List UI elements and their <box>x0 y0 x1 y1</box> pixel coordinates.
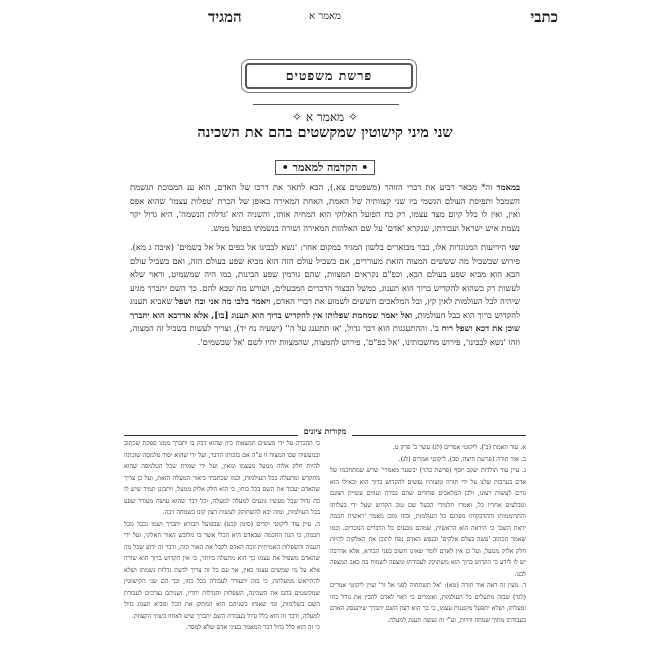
main-paragraph-1 <box>130 181 520 235</box>
parsha-title-box: פרשת משפטים <box>245 63 413 89</box>
footnote: כי זה הוא כלל גדול דבר המאמר בעיני אדם שלא למסר. <box>185 624 320 631</box>
running-head-author: המגיד <box>208 8 242 26</box>
maamar-title: שני מיני קישוטין שמקשטים בהם את השכינה <box>197 124 453 141</box>
hakdama-label: • הקדמה למאמר • <box>275 160 376 175</box>
paragraph-text: ב'. וההתעגגות הוא דבר גדול, 'אז תתענג על ה'' (ישעיה נח יד), וצריך לעשות בשביל זה המצוה, וזהו 'נשא לבבינו', פירוש מחשבותינו, 'אל כפ"ם', פירוש להמצוה, שהמצוות יהיו לשם 'אל שבשמים'. <box>130 323 520 347</box>
paragraph-text: שאביא תענוג להקדוש ברוך הוא בבל העולמות, <box>130 296 520 320</box>
footnote: ב. אור תורה (פרשת חיצה, סב). ליקוטי אמרים (לג). <box>398 455 526 463</box>
title-divider <box>253 104 399 105</box>
sources-heading <box>0 426 650 436</box>
footnote: א. עוד האמת (ב'). ליקוטי אמרים (לג) עשר ב' פרק ט. <box>392 444 526 451</box>
main-text <box>130 181 520 355</box>
maamar-label: ✧ מאמר א ✧ <box>291 110 359 124</box>
bold-phrase: ואל יאמר שמחמת שפלותו אין להקדיש ברוך הוא תענוג [בו], אלא אדרבא הוא יתברך שוכן את דכא ושפל רוח <box>130 309 520 333</box>
opening-word: שני <box>509 242 520 252</box>
running-head-book-title: כתבי <box>530 8 558 26</box>
notes-column-left <box>124 438 320 634</box>
main-paragraph-2 <box>130 241 520 349</box>
running-head <box>0 8 650 28</box>
footnote: ד. מעין זה ראה אור תורה (מא): 'אל תשתחוה לפני אל זר' ועיין ליקוטי אמרים (לגד) שבזה מתעלים כל העולמות, ואומרים כי ראוי לאדם להבין את גודל כחו ומעלתו, ושלא יתפעל מקטנות עצמו, כי כך הוא רצון השם יתברך שיתעסק האדם בעבודתו מתוך שמחה וחיות, וע"י זה נעשה תענוג למעלה. <box>330 582 526 624</box>
footnote: כי ההכרה על ידי מעשים תמצאות כיון שהוא דבק בו יתברך ממנו ספקת שכתוב ובמעשיה שבו המצוה זו ע"ה אם בזכותו הדבר, ועל ידי שהוא יסוד טלמסה שזכתה להיות חלק אלוה ממעל מעצמו ומאין, ועל ידי שמרת שכל הטלמסה שהוא מתקדש ומתעלה בכל העולמות, וכמו שכתבתי ביאור המעלה הזאת, ועל כן צריך שהאדם יעבוד את השם בכל כוחו, כי הוא חלק אלוק ממעל, ויתבונן תמיד שיש לו כח גדול שכל מעשיו נוגעים למעלה למעלה, וכל דבר שהוא עושה מעורר שפע בכל העולמות, ומזה יבא להשתוקק לעשות רצון קונו בשמחה רבה. <box>124 440 320 516</box>
hakdama-heading <box>0 156 650 175</box>
bold-phrase: ויאמר בלבו מה אני ובה ושפל <box>175 296 271 306</box>
opening-word: במאמר <box>496 182 520 192</box>
paragraph-text: הידיעות המנוגדות אלו, כבר מבוארים בלשון המגיד במקום אחר: 'נשא לבבינו אל כפים אל אל בשמים' (איכה ג מא). פירוש שבשביל מה שששים המצוה הזאת מעוררים, אם בשביל עולם הזה הוא מביא שפע בעולם הזה, ואם בשביל עולם הבא הוא מביא שפע בעולם הבא, וכפ"ם נקראים המצוות, שהם גורמין שפע הבינות, כמו היה שמשמיט, וראוי שלא לעשות רק כשהוא להקדיש ברוך הוא תענוג, כמשל הבצור הדברים המבעלים, ושורש מה שבא להם. כך השם יתברך מגיע שיהיה לבל העולמות לאין קץ, ובל המלאכים חששים לשמוע את דברי האדם, <box>130 242 520 306</box>
paragraph-text: זה* מבאר רביע את דברי הזוהר (משפטים צא.), הבא לתאר את דרכו של האדם, הוא ענ המבוכת הגשמת השמבל ותפיסת העולם הגשמי ביו שני קצוותיה של האמת, האחת המאירה באופן של הכרת 'טפלות עצמו' שהוא אפס ואין, ואין לו כלל קיום מצד עצמו, רק כח הפועל האלוקי הוא המחיה אותו, והשניה היא 'גדלות הנשמה', היא גדול יקר נשמת איש ישראל ועבודתו, שנקרא 'אדם' על שם האלהות המאירה ושורה בנשמתו בפועל ממש. <box>130 182 520 233</box>
running-head-section: מאמר א <box>309 11 341 22</box>
notes-column-right <box>330 442 526 626</box>
footnote: ג. עיין עוד תולדות יעקב יוסף (פרשת בהר) יבשער מאמרי' שרש שמתחכמו של אדם בערבות שלנו על ידי תורה ומצותיו נפשים להקדוש ברוך הוא וכאילו הוא גורם לעשות רצונו, ולכן המלאכים פוחדים שהם גבורה ועוזים עשיית רצונם ומבלעים אחריו כל, ואמרו תלמידי הבעל שם טוב הקדוש שעל ידי בעלותו והתרוממותו והתדבקותו מפרנס כל העולמות, ובזה מובן מאמר 'ראשית חכמה יראת השם' כי היראה הוא הראשית, שמהם נובעים כל הדברים הנזכרים. וכמו שאמר הכתוב 'עשה בצלם אלקים' ובנפש האדם נפח לתוכו את האלקות להיות חלק אלוק ממעל, ועל כן אין לאדם לומר שאינו חשוב בפני הבורא, אלא אדרבה יש לו לידע כי הקדוש ברוך הוא משתוקק לעבודתו ומצפה לשמוח בה כאב המצפה לבנו. <box>330 467 526 578</box>
sources-label: מקורות ציונים <box>298 426 353 436</box>
footnote: ה. עיין עוד ליקוטי יקרים (סימן קכט) שבפועל הבורא יתברך ושמו נכבד מכל חכמה, כי הנה החכמה שבאדם היא הכלי אשר בו מלובש האור האלקי, ועל ידי הענוה והשפלות האמיתית זוכה האדם לקבל את האור הזה, ודבר זה ידוע שכל מה שהאדם משפיל את עצמו כך הוא מתעלה ביותר, כי אין הקדוש ברוך הוא שורה אלא על מי שמשים עצמו כאין, אך עם כל זה צריך לדעת גדלות נשמתו ושלא להתייאש ממעלתה, כי בזה יתעורר לעבודה בכל כחו, וכך הם שני הקישוטין שמקשטים בהם את השכינה, השפלות והגדלות יחדיו, ושניהם נצרכים לעבודת השם בשלימות, ומי שאוחז בשניהם הוא המתקן את הכל ומביא תענוג גדול למעלה, ודבר זה הוא כלל גדול בעבודת השם יתברך שיש לאחוז בשתי הקצוות. <box>124 520 320 620</box>
